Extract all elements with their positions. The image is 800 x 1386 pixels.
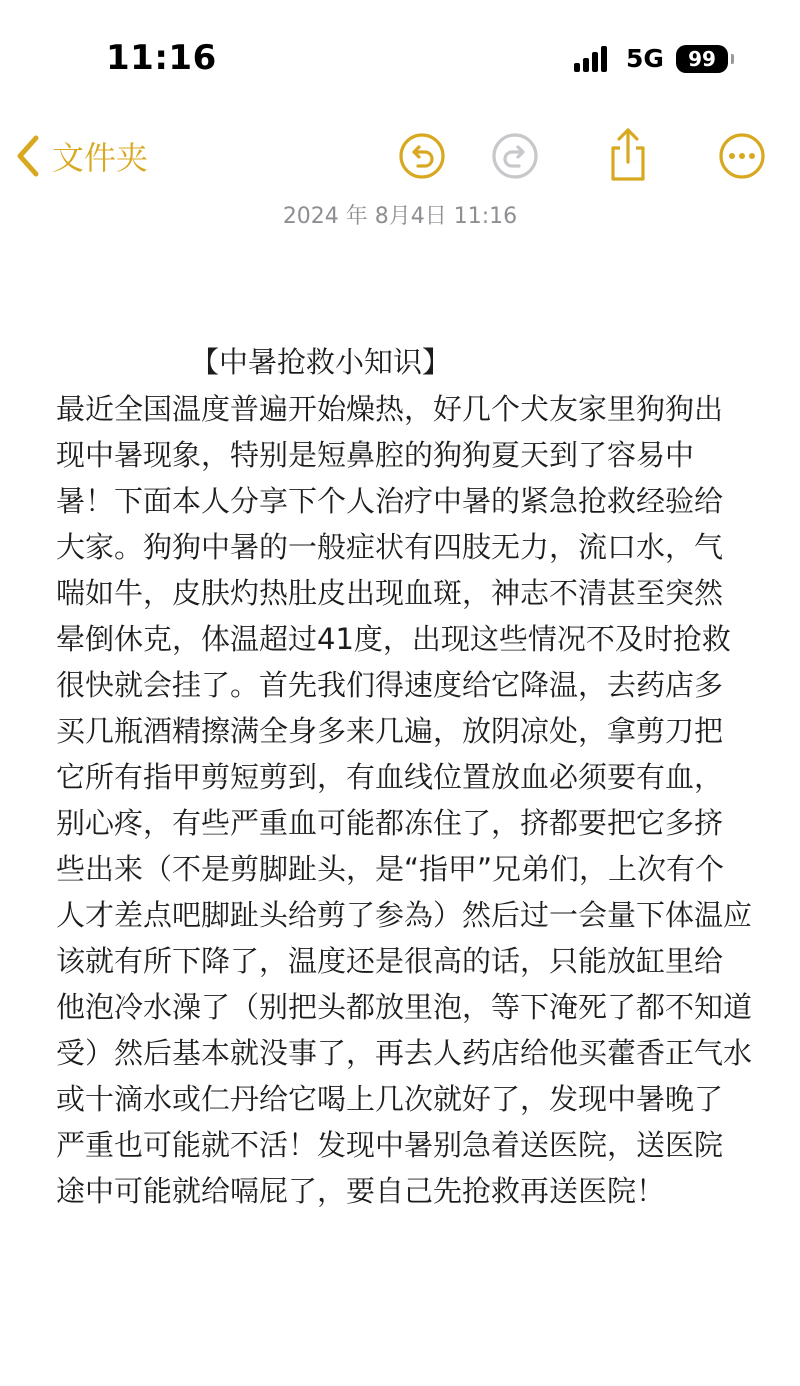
note-line: 很快就会挂了。首先我们得速度给它降温，去药店多 (56, 668, 724, 702)
note-line: 最近全国温度普遍开始燥热，好几个犬友家里狗狗出 (56, 392, 724, 426)
note-line: 暑！下面本人分享下个人治疗中暑的紧急抢救经验给 (56, 484, 724, 518)
note-line: 买几瓶酒精擦满全身多来几遍，放阴凉处，拿剪刀把 (56, 714, 724, 748)
battery-indicator: 99 (676, 45, 728, 73)
battery-tip (731, 54, 734, 64)
note-line: 严重也可能就不活！发现中暑别急着送医院，送医院 (56, 1128, 724, 1162)
undo-button[interactable] (398, 132, 446, 180)
note-line: 或十滴水或仁丹给它喝上几次就好了，发现中暑晚了 (56, 1082, 724, 1116)
chevron-left-icon (14, 134, 42, 178)
note-line: 现中暑现象，特别是短鼻腔的狗狗夏天到了容易中 (56, 438, 695, 472)
note-line: 大家。狗狗中暑的一般症状有四肢无力，流口水，气 (56, 530, 724, 564)
note-body[interactable] (56, 340, 756, 1214)
share-icon (604, 124, 652, 184)
back-label: 文件夹 (52, 139, 149, 177)
more-icon (718, 132, 766, 180)
notes-toolbar (0, 120, 800, 190)
network-type: 5G (626, 44, 664, 73)
status-time: 11:16 (106, 38, 217, 78)
share-button[interactable] (604, 124, 652, 184)
note-date: 2024 年 8月4日 11:16 (282, 204, 518, 229)
note-line: 人才差点吧脚趾头给剪了参為）然后过一会量下体温应 (56, 898, 753, 932)
note-line: 途中可能就给嗝屁了，要自己先抢救再送医院！ (56, 1174, 666, 1208)
note-line: 喘如牛，皮肤灼热肚皮出现血斑，神志不清甚至突然 (56, 576, 724, 610)
more-button[interactable] (718, 132, 766, 180)
note-title: 【中暑抢救小知识】 (190, 345, 452, 379)
signal-strength-icon (574, 46, 612, 72)
back-button[interactable] (14, 128, 148, 184)
note-line: 他泡冷水澡了（别把头都放里泡，等下淹死了都不知道 (56, 990, 753, 1024)
undo-icon (398, 132, 446, 180)
note-line: 别心疼，有些严重血可能都冻住了，挤都要把它多挤 (56, 806, 724, 840)
note-line: 晕倒休克，体温超过41度，出现这些情况不及时抢救 (56, 622, 731, 656)
status-bar (0, 0, 800, 110)
note-line: 它所有指甲剪短剪到，有血线位置放血必须要有血， (56, 760, 724, 794)
redo-icon (491, 132, 539, 180)
redo-button[interactable] (491, 132, 539, 180)
note-line: 些出来（不是剪脚趾头，是“指甲”兄弟们，上次有个 (56, 852, 725, 886)
note-line: 受）然后基本就没事了，再去人药店给他买藿香正气水 (56, 1036, 753, 1070)
note-line: 该就有所下降了，温度还是很高的话，只能放缸里给 (56, 944, 724, 978)
